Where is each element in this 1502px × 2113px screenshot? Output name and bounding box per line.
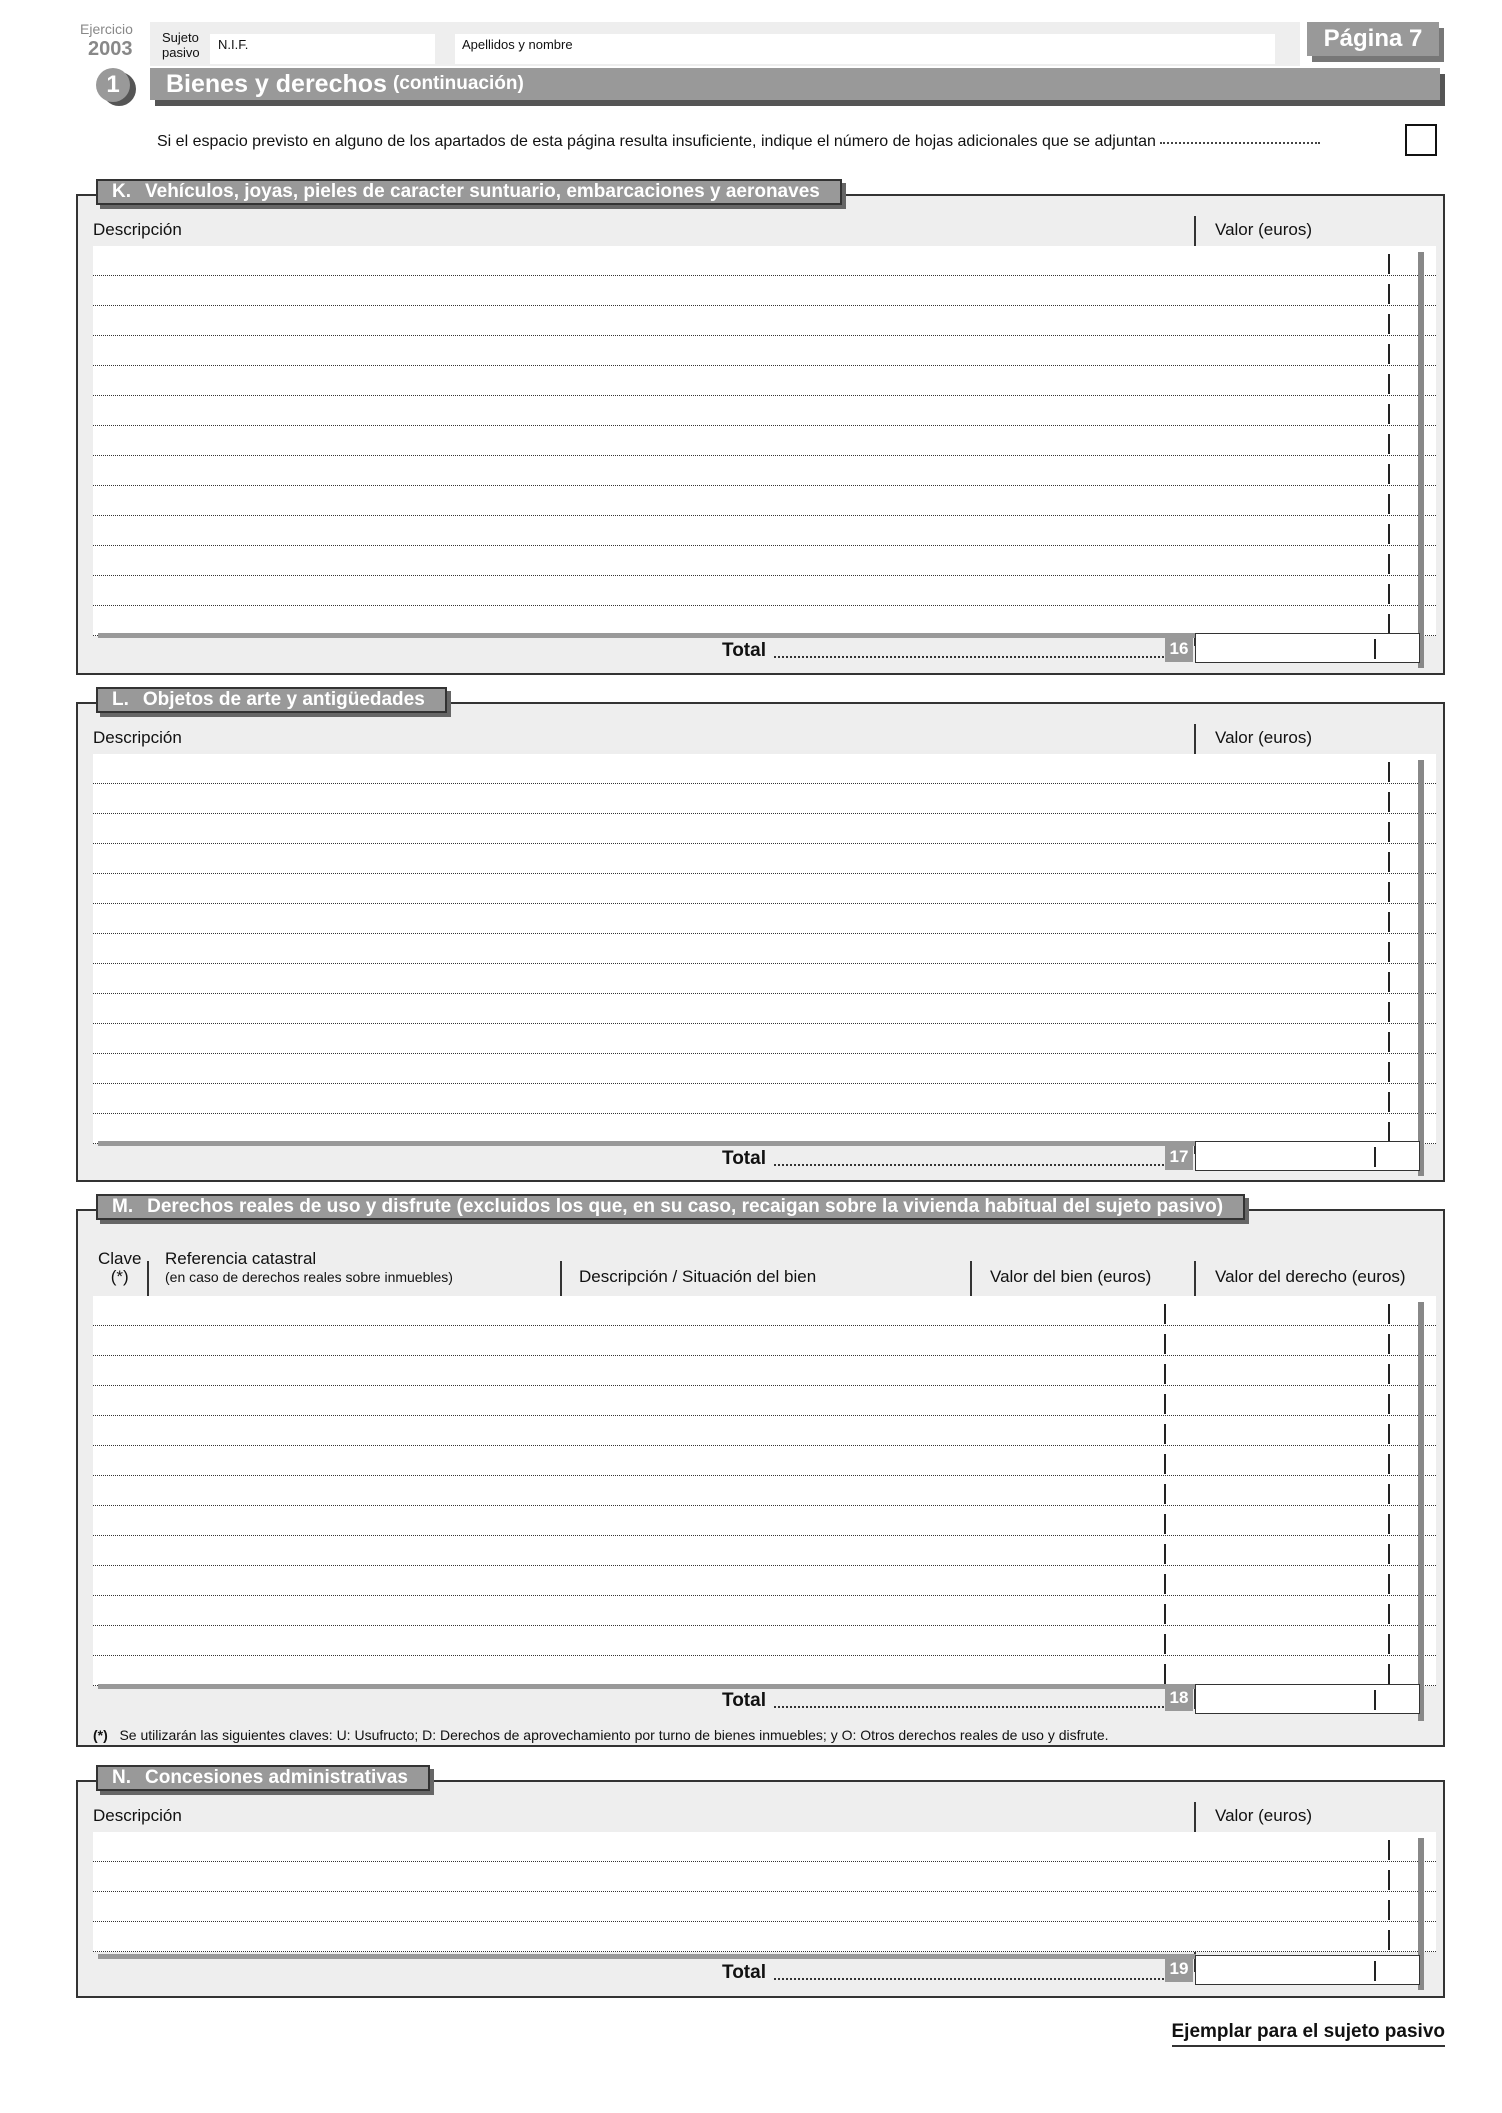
section-l-code: L. [112,689,129,710]
cents-separator [1164,1604,1166,1624]
cents-separator [1388,1900,1390,1920]
total-dots [774,1978,1164,1980]
entry-row[interactable] [93,546,1436,576]
page-title-bar [150,68,1440,100]
cents-separator [1388,972,1390,992]
section-m-code: M. [112,1196,134,1217]
cents-separator [1388,1062,1390,1082]
cents-separator [1388,1574,1390,1594]
page-label: Página 7 [1307,22,1439,56]
cents-separator [1388,1664,1390,1684]
entry-row[interactable] [93,1326,1436,1356]
entry-row[interactable] [93,456,1436,486]
cents-separator [1388,912,1390,932]
cents-separator [1388,762,1390,782]
cents-separator [1388,1930,1390,1950]
cents-separator [1388,1364,1390,1384]
cents-separator [1388,1092,1390,1112]
entry-row[interactable] [93,366,1436,396]
section-l [76,689,1445,1182]
additional-sheets-note [157,133,1320,151]
entry-row[interactable] [93,1114,1436,1144]
footnote-text: Se utilizarán las siguientes claves: U: Usufructo; D: Derechos de aprovechamiento por turno de bienes inmuebles; y O: Otros derechos reales de uso y disfrute. [119,1727,1109,1743]
box-17: 17 [1165,1144,1193,1170]
total-label: Total [722,1690,766,1711]
additional-sheets-count-box[interactable] [1405,124,1437,156]
col-valor-bien: Valor del bien (euros) [990,1267,1152,1286]
entry-row[interactable] [93,1922,1436,1952]
apellidos-nombre-field[interactable] [455,34,1275,64]
entry-row[interactable] [93,994,1436,1024]
entry-row[interactable] [93,1566,1436,1596]
rows-shadow [1418,1302,1424,1721]
cents-separator [1388,284,1390,304]
total-label: Total [722,1148,766,1169]
rows-shadow [1418,252,1424,668]
entry-row[interactable] [93,1024,1436,1054]
cents-separator [1164,1484,1166,1504]
cents-separator [1388,494,1390,514]
cents-separator [1388,822,1390,842]
entry-row[interactable] [93,904,1436,934]
total-label: Total [722,640,766,661]
ejercicio-year: 2003 [88,38,133,60]
total-dots [774,1164,1164,1166]
cents-separator [1388,1454,1390,1474]
page-title: Bienes y derechos [166,69,387,98]
total-label: Total [722,1962,766,1983]
page-subtitle: (continuación) [392,73,524,94]
col-descripcion: Descripción [93,220,182,239]
section-k-rows [93,246,1436,636]
entry-row[interactable] [93,1416,1436,1446]
total-bar [98,1684,1196,1689]
cents-separator [1388,1514,1390,1534]
cents-separator [1388,1424,1390,1444]
note-dots [1160,142,1320,144]
section-k [76,181,1445,675]
section-l-rows [93,754,1436,1144]
total-dots [774,656,1164,658]
total-bar [98,1954,1196,1959]
cents-separator [1164,1364,1166,1384]
cents-separator [1388,464,1390,484]
rows-shadow [1418,760,1424,1176]
ejercicio-label: Ejercicio [80,21,133,37]
col-valor-derecho: Valor del derecho (euros) [1215,1267,1406,1286]
entry-row[interactable] [93,1386,1436,1416]
entry-row[interactable] [93,396,1436,426]
entry-row[interactable] [93,276,1436,306]
total-dots [774,1706,1164,1708]
col-descripcion: Descripción [93,1806,182,1825]
section-m-tab [96,1194,1245,1220]
entry-row[interactable] [93,1862,1436,1892]
section-m-footnote [93,1727,1109,1743]
cents-separator [1388,1544,1390,1564]
section-l-tab [96,687,447,713]
cents-separator [1388,882,1390,902]
total-value-cell[interactable] [1195,1955,1420,1985]
total-bar [98,633,1196,638]
col-descripcion-situacion: Descripción / Situación del bien [579,1267,817,1286]
entry-row[interactable] [93,784,1436,814]
cents-separator [1388,1484,1390,1504]
cents-separator [1388,1032,1390,1052]
total-value-cell[interactable] [1195,1141,1420,1171]
col-valor: Valor (euros) [1215,220,1312,239]
nif-label: N.I.F. [218,37,249,52]
section-k-code: K. [112,181,131,202]
cents-separator [1164,1454,1166,1474]
section-k-title: Vehículos, joyas, pieles de caracter suntuario, embarcaciones y aeronaves [145,181,820,202]
cents-separator [1164,1334,1166,1354]
col-clave-label: Clave [98,1249,142,1268]
entry-row[interactable] [93,844,1436,874]
col-referencia-note: (en caso de derechos reales sobre inmuebles) [165,1269,453,1285]
col-valor: Valor (euros) [1215,1806,1312,1825]
entry-row[interactable] [93,486,1436,516]
cents-separator [1388,1394,1390,1414]
entry-row[interactable] [93,1054,1436,1084]
cents-separator [1388,314,1390,334]
cents-separator [1388,374,1390,394]
entry-row[interactable] [93,606,1436,636]
cents-separator [1164,1544,1166,1564]
footer-copy-label: Ejemplar para el sujeto pasivo [1172,2021,1446,2047]
section-m-title: Derechos reales de uso y disfrute (excluidos los que, en su caso, recaigan sobre la vivienda habitual del sujeto pasivo) [147,1196,1224,1217]
note-text: Si el espacio previsto en alguno de los apartados de esta página resulta insuficiente, indique el número de hojas adicionales que se adjuntan [157,133,1156,150]
entry-row[interactable] [93,1832,1436,1862]
entry-row[interactable] [93,1536,1436,1566]
sujeto-label-line2: pasivo [162,45,200,60]
cents-separator [1388,1634,1390,1654]
cents-separator [1388,1122,1390,1142]
entry-row[interactable] [93,1626,1436,1656]
section-n-rows [93,1832,1436,1952]
cents-separator [1388,554,1390,574]
col-referencia-label: Referencia catastral [165,1249,317,1268]
section-n-title: Concesiones administrativas [145,1767,408,1788]
cents-separator [1164,1514,1166,1534]
col-descripcion: Descripción [93,728,182,747]
entry-row[interactable] [93,516,1436,546]
cents-separator [1388,1304,1390,1324]
entry-row[interactable] [93,754,1436,784]
entry-row[interactable] [93,1084,1436,1114]
cents-separator [1388,614,1390,634]
cents-separator [1164,1574,1166,1594]
cents-separator [1388,254,1390,274]
section-m-rows [93,1296,1436,1686]
total-value-cell[interactable] [1195,1684,1420,1714]
section-n-code: N. [112,1767,131,1788]
entry-row[interactable] [93,426,1436,456]
entry-row[interactable] [93,1446,1436,1476]
entry-row[interactable] [93,246,1436,276]
box-18: 18 [1165,1685,1193,1711]
entry-row[interactable] [93,1296,1436,1326]
section-k-tab [96,179,842,205]
cents-separator [1164,1664,1166,1684]
entry-row[interactable] [93,1596,1436,1626]
entry-row[interactable] [93,1892,1436,1922]
col-referencia [165,1249,453,1285]
cents-separator [1388,792,1390,812]
col-valor: Valor (euros) [1215,728,1312,747]
footnote-mark: (*) [93,1727,108,1743]
cents-separator [1164,1424,1166,1444]
entry-row[interactable] [93,1476,1436,1506]
entry-row[interactable] [93,814,1436,844]
cents-separator [1388,1334,1390,1354]
cents-separator [1388,1002,1390,1022]
entry-row[interactable] [93,1506,1436,1536]
box-16: 16 [1165,636,1193,662]
sujeto-pasivo-label [162,30,200,60]
entry-row[interactable] [93,1656,1436,1686]
cents-separator [1388,1840,1390,1860]
col-clave-note: (*) [110,1267,129,1286]
entry-row[interactable] [93,1356,1436,1386]
entry-row[interactable] [93,576,1436,606]
entry-row[interactable] [93,964,1436,994]
section-n [76,1767,1445,1998]
cents-separator [1388,584,1390,604]
cents-separator [1164,1634,1166,1654]
apellidos-nombre-label: Apellidos y nombre [462,37,573,52]
entry-row[interactable] [93,934,1436,964]
cents-separator [1388,434,1390,454]
entry-row[interactable] [93,306,1436,336]
cents-separator [1388,344,1390,364]
cents-separator [1388,524,1390,544]
cents-separator [1388,852,1390,872]
section-l-title: Objetos de arte y antigüedades [142,689,425,710]
cents-separator [1164,1394,1166,1414]
cents-separator [1388,404,1390,424]
cents-separator [1388,1870,1390,1890]
cents-separator [1164,1304,1166,1324]
cents-separator [1388,1604,1390,1624]
total-bar [98,1141,1196,1146]
col-clave [98,1249,141,1287]
sujeto-label-line1: Sujeto [162,30,199,45]
section-number-badge: 1 [96,68,130,102]
section-m [76,1196,1445,1747]
section-n-tab [96,1765,430,1791]
entry-row[interactable] [93,874,1436,904]
total-value-cell[interactable] [1195,633,1420,663]
box-19: 19 [1165,1956,1193,1982]
cents-separator [1388,942,1390,962]
entry-row[interactable] [93,336,1436,366]
